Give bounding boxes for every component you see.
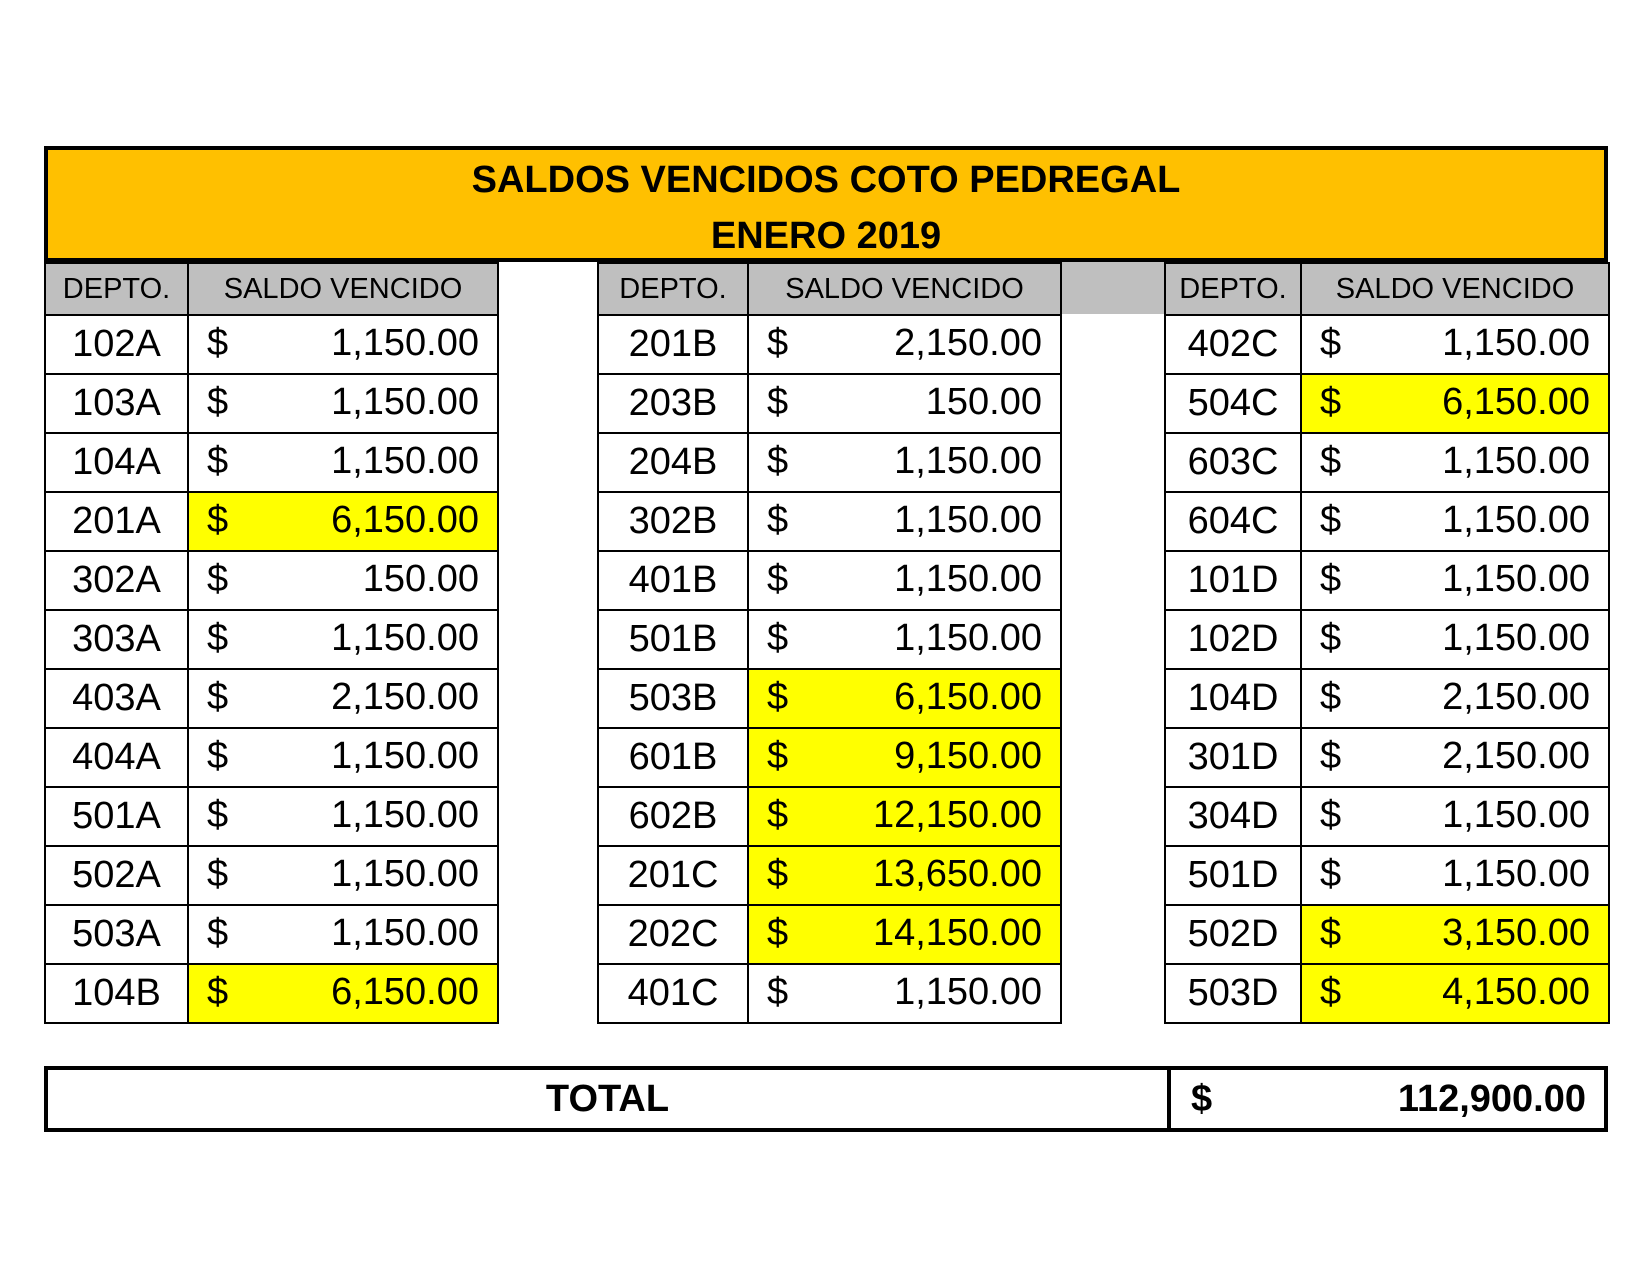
report-title: SALDOS VENCIDOS COTO PEDREGAL (471, 159, 1181, 201)
balance-rows (598, 315, 1061, 1023)
depto-cell: 102A (45, 315, 188, 374)
saldo-cell (748, 964, 1061, 1023)
saldo-amount: 1,150.00 (331, 440, 479, 482)
currency-symbol: $ (767, 794, 789, 836)
saldo-amount: 3,150.00 (1442, 912, 1590, 954)
depto-cell: 403A (45, 669, 188, 728)
depto-header: DEPTO. (45, 263, 188, 315)
table-row (1165, 964, 1609, 1023)
total-divider (1167, 1070, 1171, 1128)
depto-cell: 501B (598, 610, 748, 669)
currency-symbol: $ (1320, 676, 1342, 718)
saldo-cell (748, 551, 1061, 610)
balance-table (44, 262, 499, 1024)
depto-cell: 502D (1165, 905, 1301, 964)
depto-cell: 404A (45, 728, 188, 787)
depto-cell: 504C (1165, 374, 1301, 433)
currency-symbol: $ (1320, 912, 1342, 954)
saldo-cell (1301, 551, 1609, 610)
saldo-cell (1301, 315, 1609, 374)
saldo-cell (188, 610, 498, 669)
saldo-cell (1301, 492, 1609, 551)
table-row (45, 728, 498, 787)
currency-symbol: $ (1320, 440, 1342, 482)
currency-symbol: $ (1320, 381, 1342, 423)
saldo-header: SALDO VENCIDO (748, 263, 1061, 315)
depto-cell: 602B (598, 787, 748, 846)
header-gap-fill (1060, 262, 1166, 314)
currency-symbol: $ (207, 381, 229, 423)
table-row (45, 315, 498, 374)
saldo-cell (188, 787, 498, 846)
depto-cell: 202C (598, 905, 748, 964)
saldo-amount: 1,150.00 (894, 971, 1042, 1013)
saldo-amount: 1,150.00 (894, 617, 1042, 659)
table-row (45, 669, 498, 728)
saldo-amount: 1,150.00 (1442, 853, 1590, 895)
balance-block-a (44, 262, 499, 1024)
saldo-amount: 1,150.00 (1442, 558, 1590, 600)
currency-symbol: $ (207, 971, 229, 1013)
depto-cell: 501A (45, 787, 188, 846)
total-row (44, 1066, 1608, 1132)
table-row (598, 905, 1061, 964)
table-row (1165, 551, 1609, 610)
depto-cell: 203B (598, 374, 748, 433)
header-row (1165, 263, 1609, 315)
saldo-amount: 2,150.00 (331, 676, 479, 718)
saldo-cell (1301, 374, 1609, 433)
saldo-cell (188, 905, 498, 964)
saldo-cell (188, 728, 498, 787)
table-row (598, 846, 1061, 905)
saldo-amount: 1,150.00 (1442, 794, 1590, 836)
depto-cell: 503D (1165, 964, 1301, 1023)
report-period: ENERO 2019 (710, 215, 942, 257)
table-row (45, 964, 498, 1023)
table-row (598, 728, 1061, 787)
depto-cell: 604C (1165, 492, 1301, 551)
table-row (598, 787, 1061, 846)
depto-cell: 302A (45, 551, 188, 610)
saldo-amount: 13,650.00 (872, 853, 1042, 895)
saldo-amount: 1,150.00 (331, 853, 479, 895)
saldo-amount: 12,150.00 (872, 794, 1042, 836)
header-row (45, 263, 498, 315)
currency-symbol: $ (1320, 617, 1342, 659)
header-row (598, 263, 1061, 315)
currency-symbol: $ (1320, 971, 1342, 1013)
depto-cell: 201C (598, 846, 748, 905)
table-row (45, 610, 498, 669)
depto-cell: 201A (45, 492, 188, 551)
saldo-cell (188, 669, 498, 728)
currency-symbol: $ (207, 440, 229, 482)
currency-symbol: $ (1320, 794, 1342, 836)
saldo-cell (1301, 905, 1609, 964)
depto-cell: 401C (598, 964, 748, 1023)
depto-cell: 104B (45, 964, 188, 1023)
saldo-cell (1301, 787, 1609, 846)
saldo-amount: 1,150.00 (1442, 322, 1590, 364)
currency-symbol: $ (767, 971, 789, 1013)
table-row (1165, 374, 1609, 433)
balance-rows (1165, 315, 1609, 1023)
table-row (1165, 315, 1609, 374)
saldo-cell (1301, 846, 1609, 905)
title-banner (44, 146, 1608, 262)
saldo-cell (1301, 610, 1609, 669)
saldo-amount: 6,150.00 (894, 676, 1042, 718)
depto-cell: 503B (598, 669, 748, 728)
table-row (1165, 787, 1609, 846)
saldo-amount: 1,150.00 (894, 499, 1042, 541)
currency-symbol: $ (1320, 322, 1342, 364)
currency-symbol: $ (767, 381, 789, 423)
depto-cell: 304D (1165, 787, 1301, 846)
balance-block-c (1164, 262, 1610, 1024)
saldo-amount: 2,150.00 (894, 322, 1042, 364)
saldo-cell (748, 315, 1061, 374)
table-row (598, 433, 1061, 492)
saldo-amount: 1,150.00 (331, 912, 479, 954)
currency-symbol: $ (207, 499, 229, 541)
saldo-amount: 1,150.00 (331, 381, 479, 423)
saldo-amount: 150.00 (925, 381, 1042, 423)
currency-symbol: $ (207, 676, 229, 718)
depto-cell: 101D (1165, 551, 1301, 610)
depto-cell: 104A (45, 433, 188, 492)
currency-symbol: $ (767, 322, 789, 364)
table-row (1165, 846, 1609, 905)
saldo-cell (188, 374, 498, 433)
saldo-cell (188, 492, 498, 551)
saldo-cell (1301, 669, 1609, 728)
saldo-cell (188, 433, 498, 492)
depto-cell: 402C (1165, 315, 1301, 374)
table-row (45, 374, 498, 433)
saldo-amount: 6,150.00 (331, 499, 479, 541)
saldo-amount: 1,150.00 (331, 794, 479, 836)
table-row (1165, 669, 1609, 728)
currency-symbol: $ (207, 617, 229, 659)
saldo-cell (188, 964, 498, 1023)
saldo-cell (1301, 964, 1609, 1023)
table-row (598, 551, 1061, 610)
table-row (598, 315, 1061, 374)
saldo-cell (1301, 728, 1609, 787)
saldo-amount: 1,150.00 (1442, 617, 1590, 659)
table-row (598, 374, 1061, 433)
saldo-cell (748, 433, 1061, 492)
currency-symbol: $ (767, 440, 789, 482)
depto-cell: 603C (1165, 433, 1301, 492)
table-row (1165, 905, 1609, 964)
currency-symbol: $ (207, 558, 229, 600)
depto-cell: 302B (598, 492, 748, 551)
currency-symbol: $ (767, 499, 789, 541)
saldo-cell (748, 846, 1061, 905)
saldo-amount: 1,150.00 (894, 440, 1042, 482)
saldo-cell (748, 787, 1061, 846)
depto-cell: 104D (1165, 669, 1301, 728)
depto-cell: 502A (45, 846, 188, 905)
currency-symbol: $ (207, 322, 229, 364)
saldo-amount: 1,150.00 (331, 322, 479, 364)
currency-symbol: $ (207, 853, 229, 895)
depto-header: DEPTO. (598, 263, 748, 315)
currency-symbol: $ (767, 735, 789, 777)
saldo-cell (748, 669, 1061, 728)
saldo-header: SALDO VENCIDO (1301, 263, 1609, 315)
depto-cell: 303A (45, 610, 188, 669)
table-row (1165, 728, 1609, 787)
depto-cell: 201B (598, 315, 748, 374)
currency-symbol: $ (767, 676, 789, 718)
currency-symbol: $ (1320, 735, 1342, 777)
saldo-amount: 1,150.00 (1442, 440, 1590, 482)
saldo-cell (188, 551, 498, 610)
table-row (598, 492, 1061, 551)
currency-symbol: $ (767, 853, 789, 895)
saldo-cell (748, 374, 1061, 433)
depto-cell: 301D (1165, 728, 1301, 787)
table-row (45, 433, 498, 492)
depto-header: DEPTO. (1165, 263, 1301, 315)
currency-symbol: $ (207, 735, 229, 777)
saldo-amount: 2,150.00 (1442, 676, 1590, 718)
balance-table (1164, 262, 1610, 1024)
table-row (598, 964, 1061, 1023)
table-row (45, 905, 498, 964)
depto-cell: 103A (45, 374, 188, 433)
table-row (1165, 433, 1609, 492)
depto-cell: 601B (598, 728, 748, 787)
saldo-cell (1301, 433, 1609, 492)
currency-symbol: $ (1320, 853, 1342, 895)
table-row (45, 846, 498, 905)
currency-symbol: $ (1320, 558, 1342, 600)
saldo-amount: 4,150.00 (1442, 971, 1590, 1013)
saldo-amount: 1,150.00 (331, 617, 479, 659)
currency-symbol: $ (767, 912, 789, 954)
currency-symbol: $ (207, 794, 229, 836)
saldo-amount: 150.00 (362, 558, 479, 600)
saldo-amount: 1,150.00 (894, 558, 1042, 600)
balance-block-b (597, 262, 1062, 1024)
depto-cell: 401B (598, 551, 748, 610)
currency-symbol: $ (1320, 499, 1342, 541)
saldo-amount: 6,150.00 (1442, 381, 1590, 423)
saldo-cell (188, 315, 498, 374)
table-row (1165, 492, 1609, 551)
saldo-cell (748, 492, 1061, 551)
total-value: 112,900.00 (1397, 1078, 1586, 1120)
depto-cell: 501D (1165, 846, 1301, 905)
total-label: TOTAL (545, 1078, 670, 1120)
depto-cell: 503A (45, 905, 188, 964)
currency-symbol: $ (767, 558, 789, 600)
saldo-amount: 1,150.00 (1442, 499, 1590, 541)
table-row (598, 669, 1061, 728)
depto-cell: 102D (1165, 610, 1301, 669)
table-row (1165, 610, 1609, 669)
table-row (598, 610, 1061, 669)
balance-rows (45, 315, 498, 1023)
saldo-cell (188, 846, 498, 905)
saldo-cell (748, 610, 1061, 669)
table-row (45, 551, 498, 610)
currency-symbol: $ (207, 912, 229, 954)
saldo-amount: 1,150.00 (331, 735, 479, 777)
saldo-amount: 2,150.00 (1442, 735, 1590, 777)
saldo-header: SALDO VENCIDO (188, 263, 498, 315)
table-row (45, 787, 498, 846)
table-row (45, 492, 498, 551)
saldo-amount: 9,150.00 (894, 735, 1042, 777)
saldo-amount: 6,150.00 (331, 971, 479, 1013)
total-currency: $ (1191, 1078, 1213, 1120)
saldo-cell (748, 728, 1061, 787)
saldo-amount: 14,150.00 (872, 912, 1042, 954)
depto-cell: 204B (598, 433, 748, 492)
currency-symbol: $ (767, 617, 789, 659)
saldo-cell (748, 905, 1061, 964)
balance-table (597, 262, 1062, 1024)
